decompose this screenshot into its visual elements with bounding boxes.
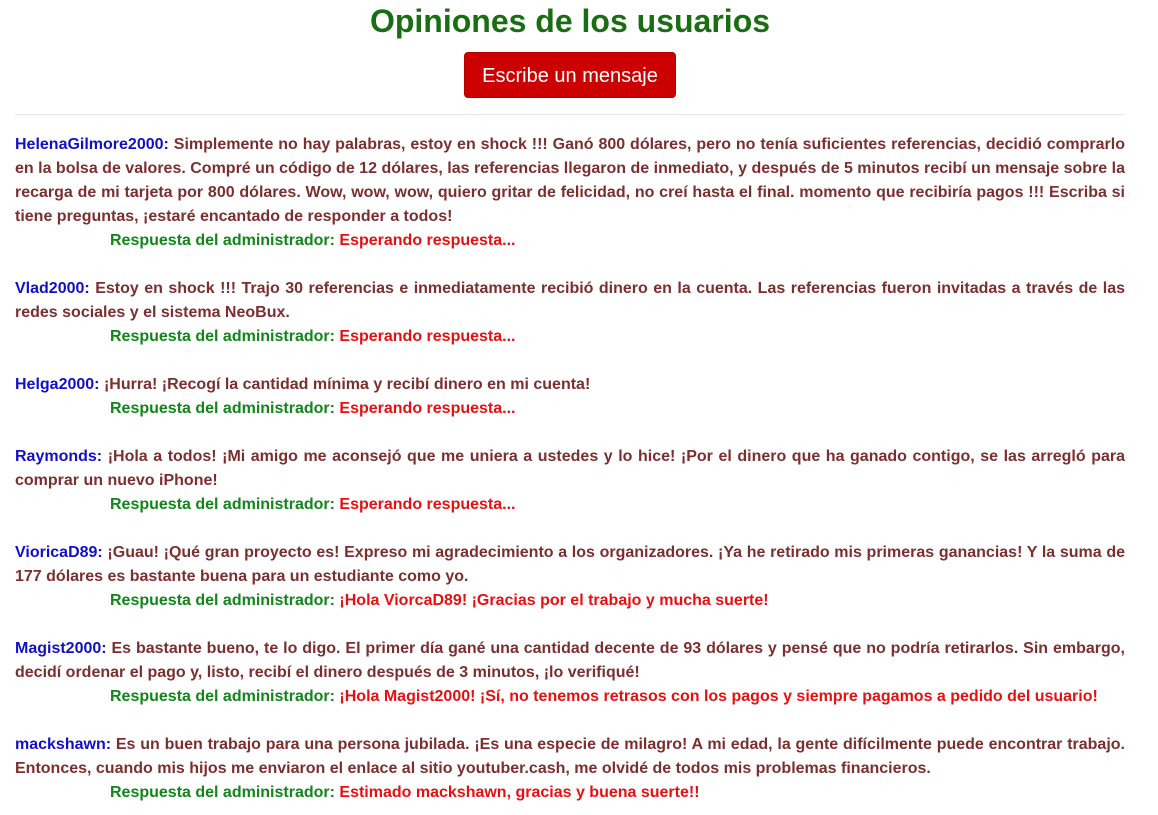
admin-reply-text: Esperando respuesta...	[339, 400, 516, 417]
comment-text: ¡Hola a todos! ¡Mi amigo me aconsejó que me uniera a ustedes y lo hice! ¡Por el dinero que ha ganado contigo, se las arregló para comprar un nuevo iPhone!	[15, 448, 1125, 489]
admin-reply	[15, 325, 1125, 349]
admin-reply-text: Esperando respuesta...	[339, 232, 516, 249]
admin-reply-text: Esperando respuesta...	[339, 496, 516, 513]
admin-reply-text: ¡Hola Magist2000! ¡Sí, no tenemos retrasos con los pagos y siempre pagamos a pedido del usuario!	[339, 688, 1098, 705]
comment-item	[15, 733, 1125, 805]
admin-reply	[15, 493, 1125, 517]
admin-reply	[15, 589, 1125, 613]
comment-username: Vlad2000:	[15, 280, 90, 297]
comment-body	[15, 373, 1125, 397]
comment-item	[15, 373, 1125, 421]
comment-username: mackshawn:	[15, 736, 112, 753]
comment-username: Magist2000:	[15, 640, 107, 657]
comment-item	[15, 445, 1125, 517]
admin-reply-label: Respuesta del administrador:	[110, 784, 335, 801]
comment-body	[15, 637, 1125, 685]
admin-reply-text: Estimado mackshawn, gracias y buena suerte!!	[339, 784, 700, 801]
comment-username: VioricaD89:	[15, 544, 103, 561]
comment-text: ¡Guau! ¡Qué gran proyecto es! Expreso mi agradecimiento a los organizadores. ¡Ya he retirado mis primeras ganancias! Y la suma de 177 dólares es bastante buena para un estudiante como yo.	[15, 544, 1125, 585]
comment-username: Raymonds:	[15, 448, 103, 465]
admin-reply-label: Respuesta del administrador:	[110, 496, 335, 513]
comment-text: Es bastante bueno, te lo digo. El primer día gané una cantidad decente de 93 dólares y pensé que no podría retirarlos. Sin embargo, decidí ordenar el pago y, listo, recibí el dinero después de 3 minutos, ¡lo verifiqué!	[15, 640, 1125, 681]
admin-reply	[15, 685, 1125, 709]
admin-reply	[15, 229, 1125, 253]
comment-text: Es un buen trabajo para una persona jubilada. ¡Es una especie de milagro! A mi edad, la gente difícilmente puede encontrar trabajo. Entonces, cuando mis hijos me enviaron el enlace al sitio youtuber.cash, me olvidé de todos mis problemas financieros.	[15, 736, 1125, 777]
admin-reply-label: Respuesta del administrador:	[110, 400, 335, 417]
admin-reply-label: Respuesta del administrador:	[110, 328, 335, 345]
comment-body	[15, 445, 1125, 493]
comment-body	[15, 541, 1125, 589]
admin-reply-text: ¡Hola ViorcaD89! ¡Gracias por el trabajo y mucha suerte!	[339, 592, 769, 609]
comment-item	[15, 133, 1125, 253]
comment-username: Helga2000:	[15, 376, 100, 393]
admin-reply-label: Respuesta del administrador:	[110, 592, 335, 609]
page-title: Opiniones de los usuarios	[369, 3, 771, 39]
comment-body	[15, 133, 1125, 229]
comment-item	[15, 277, 1125, 349]
comment-text: ¡Hurra! ¡Recogí la cantidad mínima y recibí dinero en mi cuenta!	[103, 376, 591, 393]
comment-text: Simplemente no hay palabras, estoy en shock !!! Ganó 800 dólares, pero no tenía suficientes referencias, decidió comprarlo en la bolsa de valores. Compré un código de 12 dólares, las referencias llegaron de inmediato, y después de 5 minutos recibí un mensaje sobre la recarga de mi tarjeta por 800 dólares. Wow, wow, wow, quiero gritar de felicidad, no creí hasta el final. momento que recibiría pagos !!! Escriba si tiene preguntas, ¡estaré encantado de responder a todos!	[15, 136, 1125, 225]
admin-reply	[15, 781, 1125, 805]
admin-reply-text: Esperando respuesta...	[339, 328, 516, 345]
admin-reply	[15, 397, 1125, 421]
comment-text: Estoy en shock !!! Trajo 30 referencias e inmediatamente recibió dinero en la cuenta. Las referencias fueron invitadas a través de las redes sociales y el sistema NeoBux.	[15, 280, 1125, 321]
comment-item	[15, 637, 1125, 709]
divider	[15, 114, 1125, 115]
write-message-button[interactable]: Escribe un mensaje	[464, 52, 676, 98]
admin-reply-label: Respuesta del administrador:	[110, 232, 335, 249]
admin-reply-label: Respuesta del administrador:	[110, 688, 335, 705]
comments-list	[15, 133, 1125, 805]
write-button-container	[15, 52, 1125, 98]
comment-username: HelenaGilmore2000:	[15, 136, 169, 153]
reviews-page	[15, 0, 1125, 805]
comment-body	[15, 733, 1125, 781]
comment-body	[15, 277, 1125, 325]
comment-item	[15, 541, 1125, 613]
